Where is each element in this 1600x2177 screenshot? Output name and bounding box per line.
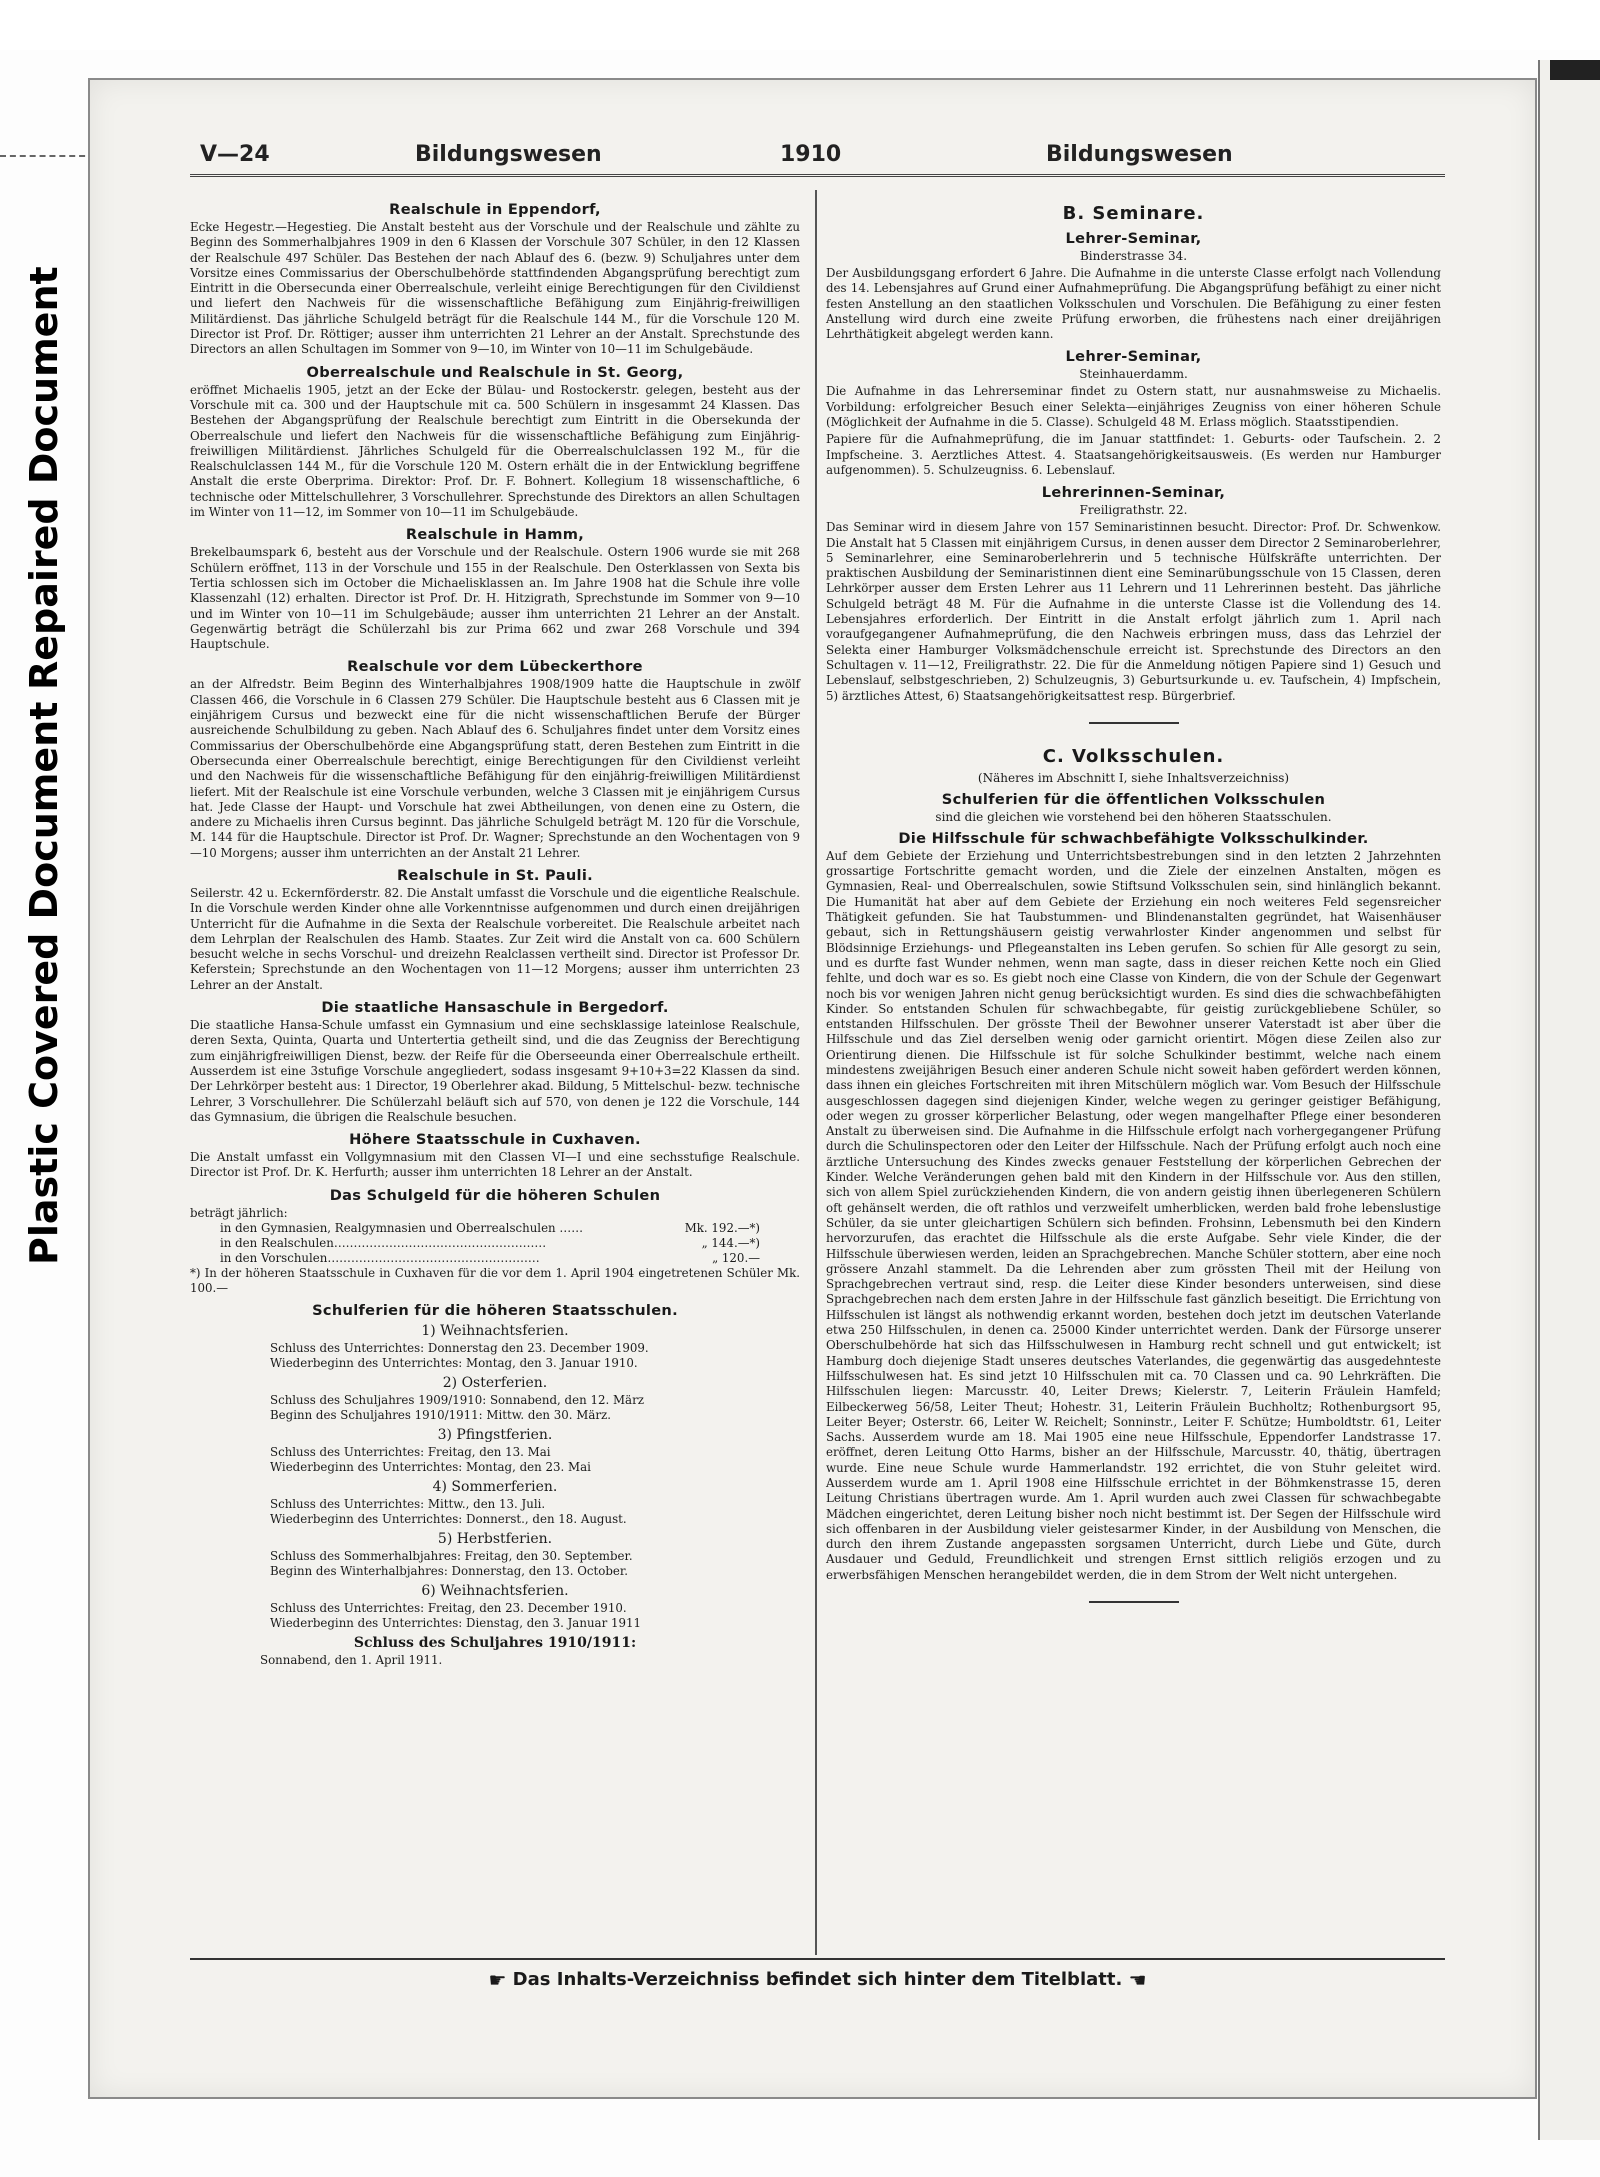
holiday-line: Schluss des Schuljahres 1909/1910: Sonnabend, den 12. März (270, 1393, 644, 1408)
pointing-hand-icon: ☚ (1128, 1968, 1147, 1992)
section-text: Das Seminar wird in diesem Jahre von 157 Seminaristinnen besucht. Director: Prof. Dr. Schwenkow. Die Anstalt hat 5 Classen mit einjährigem Cursus, in denen ausser dem Director 2 Seminaroberlehrer, 5 Seminarlehrer, eine Seminaroberlehrerin und 5 technische Hülfskräfte unterrichten. Der praktischen Ausbildung der Seminaristinnen dient eine Seminarübungsschule von 15 Classen, deren Lehrkörper ausser dem Ersten Lehrer aus 11 Lehrern und 11 Lehrerinnen besteht. Das jährliche Schulgeld beträgt 48 M. Für die Aufnahme in die unterste Classe ist die Vollendung des 14. Lebensjahres erforderlich. Der Eintritt in die Anstalt erfolgt jährlich zum 1. April nach voraufgegangener Aufnahmeprüfung, die den Nachweis erbringen muss, dass das Lehrziel der Selekta einer Hamburger Volksmädchenschule erreicht ist. Sprechstunde des Directors an den Schultagen v. 11—12, Freiligrathstr. 22. Die für die Anmeldung nötigen Papiere sind 1) Gesuch und Lebenslauf, selbstgeschrieben, 2) Schulzeugnis, 3) Geburtsurkunde u. ev. Taufschein, 4) Impfschein, 5) ärztliches Attest, 6) Staatsangehörigkeitsattest resp. Bürgerbrief. (826, 520, 1441, 703)
section-text: Die staatliche Hansa-Schule umfasst ein Gymnasium und eine sechsklassige lateinlose Realschule, deren Sexta, Quinta, Quarta und Untertertia getheilt sind, und die das Zeugniss der Berechtigung zum einjährigfreiwilligen Dienst, bezw. der Reife für die Oberseeunda einer Oberrealschule ertheilt. Ausserdem ist eine 3stufige Vorschule angegliedert, sodass insgesamt 9+10+3=22 Klassen da sind. Der Lehrkörper besteht aus: 1 Director, 19 Oberlehrer akad. Bildung, 5 Mittelschul- bezw. technische Lehrer, 3 Vorschullehrer. Die Schülerzahl beläuft sich auf 570, von denen je 122 die Vorschule, 144 das Gymnasium, die übrigen die Realschule besuchen. (190, 1018, 800, 1124)
section-title: Höhere Staatsschule in Cuxhaven. (349, 1131, 641, 1149)
holiday-line: Schluss des Unterrichtes: Freitag, den 13. Mai (270, 1445, 551, 1460)
footer-rule (190, 1958, 1445, 1960)
repaired-document-label: Repaired Document (22, 266, 66, 690)
fee-label: in den Gymnasien, Realgymnasien und Oberrealschulen …… (220, 1220, 583, 1235)
section-text: Seilerstr. 42 u. Eckernförderstr. 82. Die Anstalt umfasst die Vorschule und die eigentliche Realschule. In die Vorschule werden Kinder ohne alle Vorkenntnisse aufgenommen und durch einen dreijährigen Unterricht für die Aufnahme in die Sexta der Realschule vorbereitet. Die Realschule arbeitet nach dem Lehrplan der Realschulen des Hamb. Staates. Zur Zeit wird die Anstalt von ca. 600 Schülern besucht welche in sechs Vorschul- und dreizehn Realclassen vertheilt sind. Director ist Professor Dr. Keferstein; Sprechstunde an den Wochentagen von 11—12 Morgens; ausser ihm unterrichten 23 Lehrer an der Anstalt. (190, 885, 800, 992)
address: Binderstrasse 34. (1079, 249, 1188, 263)
address: Freiligrathstr. 22. (1079, 503, 1188, 518)
cut-line (0, 155, 95, 157)
fee-list (190, 1221, 800, 1266)
holiday-line: Schluss des Sommerhalbjahres: Freitag, den 30. September. (270, 1549, 633, 1564)
section-title: Lehrerinnen-Seminar, (1041, 484, 1226, 502)
section-text: Brekelbaumspark 6, besteht aus der Vorschule und der Realschule. Ostern 1906 wurde sie mit 268 Schülern eröffnet, 113 in der Vorschule und 155 in der Realschule. Den Osterklassen von Sexta bis Tertia schlossen sich im October die Michaelisklassen an. Im Jahre 1908 hat die Schule ihre volle Klassenzahl (12) erhalten. Director ist Prof. Dr. H. Hitzigrath, Sprechstunde im Sommer von 9—10 und im Winter von 10—11 im Schulgebäude; ausser ihm unterrichten 21 Lehrer an der Anstalt. Gegenwärtig beträgt die Schülerzahl bis zur Prima 662 und zwar 268 Vorschule und 394 Hauptschule. (190, 545, 800, 652)
section-title: Die Hilfsschule für schwachbefähigte Volksschulkinder. (898, 829, 1369, 847)
fee-label: in den Realschulen……………………………………………… (220, 1235, 547, 1250)
section-text: Der Ausbildungsgang erfordert 6 Jahre. Die Aufnahme in die unterste Classe erfolgt nach Vollendung des 14. Lebensjahres auf Grund einer Aufnahmeprüfung. Die Abgangsprüfung befähigt zu einer nicht festen Anstellung an den staatlichen Volksschulen und Vorschulen. Die Befähigung zu einer festen Anstellung wird durch eine zweite Prüfung erworben, die frühestens nach einer dreijährigen Lehrthätigkeit abgelegt werden kann. (826, 266, 1441, 342)
fee-intro: beträgt jährlich: (190, 1205, 288, 1220)
section-title: Schulferien für die höheren Staatsschulen. (312, 1302, 678, 1320)
fee-label: in den Vorschulen……………………………………………… (220, 1250, 540, 1265)
pointing-hand-icon: ☛ (488, 1968, 507, 1992)
left-column (190, 195, 800, 1668)
section-title: Lehrer-Seminar, (1065, 348, 1202, 366)
section-heading-volksschulen: C. Volksschulen. (1042, 745, 1225, 767)
footer-note (190, 1968, 1445, 1992)
holiday-line: Schluss des Unterrichtes: Mittw., den 13. Juli. (270, 1497, 546, 1512)
section-heading-seminare: B. Seminare. (1062, 203, 1205, 224)
section-text: Die Anstalt umfasst ein Vollgymnasium mit den Classen VI—I und eine sechsstufige Realschule. Director ist Prof. Dr. K. Herfurth; ausser ihm unterrichten 18 Lehrer an der Anstalt. (190, 1150, 800, 1180)
top-margin (0, 0, 1600, 50)
header-year: 1910 (780, 142, 842, 167)
right-column (826, 195, 1441, 1603)
holiday-line: Beginn des Winterhalbjahres: Donnerstag, den 13. October. (270, 1564, 628, 1579)
reference-note: (Näheres im Abschnitt I, siehe Inhaltsverzeichniss) (977, 770, 1290, 785)
fee-value: „ 144.—*) (701, 1235, 760, 1250)
column-divider (815, 190, 817, 1955)
fee-row (220, 1221, 760, 1236)
holiday-line: Wiederbeginn des Unterrichtes: Montag, den 23. Mai (270, 1460, 591, 1475)
running-title-right: Bildungswesen (1046, 142, 1233, 167)
fee-value: Mk. 192.—*) (684, 1220, 760, 1235)
header-rule (190, 174, 1445, 179)
section-text: Auf dem Gebiete der Erziehung und Unterrichtsbestrebungen sind in den letzten 2 Jahrzehnten grossartige Fortschritte gemacht worden, und die Ziele der einzelnen Anstalten, mögen es Gymnasien, Real- und Oberrealschulen, sowie Stiftsund Volksschulen sein, sind hinlänglich bekannt. Die Humanität hat aber auf dem Gebiete der Erziehung ein noch weiteres Feld segensreicher Thätigkeit gefunden. Sie hat Taubstummen- und Blindenanstalten gegründet, hat Waisenhäuser gebaut, sich in Rettungshäusern geistig verwahrloster Kinder angenommen und selbst für Blödsinnige Erziehungs- und Pflegeanstalten ins Leben gerufen. So schien für Alle gesorgt zu sein, und es durfte fast Wunder nehmen, wenn man sagte, dass in dieser reichen Kette noch ein Glied fehlte, und doch war es so. Es giebt noch eine Classe von Kindern, die von der Schule der Gegenwart noch bis vor wenigen Jahren nicht genug berücksichtigt wurden. Es sind dies die schwachbefähigten Kinder. So entstanden Schulen für schwachbegabte, für geistig zurückgebliebene Schüler, so entstanden Hilfsschulen. Der grösste Theil der Bewohner unserer Vaterstadt ist aber über die Hilfsschule und das Ziel derselben wenig oder garnicht orientirt. Mögen diese Zeilen also zur Orientirung dienen. Die Hilfsschule ist für solche Schulkinder bestimmt, welche nach einem mindestens zweijährigen Besuch einer anderen Schule nicht soweit haben gefördert werden können, dass ihnen ein gleiches Fortschreiten mit ihren Mitschülern möglich war. Vom Besuch der Hilfsschule ausgeschlossen dagegen sind diejenigen Kinder, welche wegen zu geringer geistiger Befähigung, oder wegen zu grosser körperlicher Belastung, oder wegen mangelhafter Pflege einer besonderen Anstalt zu überweisen sind. Die Aufnahme in die Hilfsschule erfolgt nach vorhergegangener Prüfung durch die Schulinspectoren oder den Leiter der Hilfsschule. Nach der Prüfung erfolgt auch noch eine ärztliche Untersuchung des Kindes zwecks genauer Feststellung der körperlichen Gebrechen der Kinder. Welche Veränderungen gehen bald mit den Kindern in der Hilfsschule vor. Aus den stillen, sich von allem Spiel zurückziehenden Kindern, die von andern geistig ihnen überlegeneren Schülern oft gehänselt werden, die oft rathlos und verzweifelt umherblicken, werden bald frohe lebenslustige Schüler, da sie unter gleichartigen Schülern sich befinden. Frohsinn, Lebensmuth bei den Kindern hervorzurufen, das erachtet die Hilfsschule als die erste Aufgabe. Sehr viele Kinder, die der Hilfsschule überwiesen werden, leiden an Sprachgebrechen. Manche Schüler stottern, aber eine noch grössere Anzahl stammelt. Da die Lehrenden aber zum grössten Theil mit der Heilung von Sprachgebrechen vertraut sind, resp. die Leiter diese Kinder besonders unterweisen, sind diese Sprachgebrechen nach dem ersten Jahre in der Hilfsschule fast gänzlich beseitigt. Die Errichtung von Hilfsschulen ist längst als nothwendig erkannt worden, bestehen doch jetzt im deutschen Vaterlande etwa 250 Hilfsschulen, in denen ca. 25000 Kinder unterrichtet werden. Dank der Fürsorge unserer Oberschulbehörde hat sich das Hilfsschulwesen in Hamburg recht schnell und gut entwickelt; ist Hamburg doch diejenige Stadt unseres deutsches Vaterlandes, die gegenwärtig das ausgedehnteste Hilfsschulwesen hat. Es sind jetzt 10 Hilfsschulen mit ca. 70 Classen und ca. 90 Lehrkräften. Die Hilfsschulen liegen: Marcusstr. 40, Leiter Drews; Kielerstr. 7, Leiterin Fräulein Hamfeld; Eilbeckerweg 56/58, Leiter Theut; Hohestr. 31, Leiterin Fräulein Buchholtz; Rothenburgsort 95, Leiter Beyer; Osterstr. 66, Leiter W. Reichelt; Sonninstr., Leiter F. Schütze; Humboldtstr. 61, Leiter Sachs. Ausserdem wurde am 18. Mai 1905 eine neue Hilfsschule, Eppendorfer Landstrasse 17. eröffnet, deren Leitung Otto Harms, bisher an der Hilfsschule, Marcusstr. 40, thätig, übertragen wurde. Eine neue Schule wurde Hammerlandstr. 192 errichtet, die von Stuhr geleitet wird. Ausserdem wurde am 1. April 1908 eine Hilfsschule errichtet in der Böhmkenstrasse 15, deren Leitung Christians übertragen wurde. Am 1. April wurden auch zwei Classen für schwachbegabte Mädchen eingerichtet, deren Leitung bisher noch nicht bestimmt ist. Der Segen der Hilfsschule wird sich offenbaren in der Ausbildung vieler geistesarmer Kinder, in der Ausbildung von Menschen, die durch den ihrem Zustande angepassten sorgsamen Unterricht, durch Liebe und Güte, durch Ausdauer und Geduld, Freundlichkeit und strengen Ernst sittlich religiös erzogen und zu erwerbsfähigen Menschen herangebildet werden, die in dem Strom der Welt nicht untergehen. (826, 848, 1441, 1582)
holiday-line: Beginn des Schuljahres 1910/1911: Mittw. den 30. März. (270, 1408, 612, 1423)
running-title-left: Bildungswesen (415, 142, 602, 167)
holiday-title: 2) Osterferien. (442, 1375, 548, 1392)
holiday-line: Wiederbeginn des Unterrichtes: Donnerst., den 18. August. (270, 1512, 627, 1527)
section-text: sind die gleichen wie vorstehend bei den höheren Staatsschulen. (935, 809, 1332, 824)
holiday-title: 5) Herbstferien. (437, 1531, 553, 1548)
section-text: Ecke Hegestr.—Hegestieg. Die Anstalt besteht aus der Vorschule und der Realschule und zählte zu Beginn des Sommerhalbjahres 1909 in den 6 Klassen der Vorschule 307 Schüler, in den 12 Klassen der Realschule 497 Schüler. Das Bestehen der nach Ablauf des 6. (bezw. 9) Schuljahres unter dem Vorsitze eines Commissarius der Oberschulbehörde stattfindenden Abgangsprüfung berechtigt zum Eintritt in die Obersecunda einer Oberrealschule, verleiht einige Berechtigungen für den Civildienst und liefert den Nachweis für die wissenschaftliche Befähigung zum Einjährig-freiwilligen Militärdienst. Das jährliche Schulgeld beträgt für die Realschule 144 M., für die Vorschule 120 M. Director ist Prof. Dr. Röttiger; ausser ihm unterrichten 21 Lehrer an der Anstalt. Sprechstunde des Directors an allen Schultagen im Sommer von 9—10, im Winter von 10—11 im Schulgebäude. (190, 220, 800, 357)
year-end-date: Sonnabend, den 1. April 1911. (260, 1653, 443, 1668)
holiday-title: 4) Sommerferien. (432, 1479, 558, 1496)
section-title: Realschule in Eppendorf, (389, 201, 601, 218)
section-text: Die Aufnahme in das Lehrerseminar findet zu Ostern statt, nur ausnahmsweise zu Michaelis. Vorbildung: erfolgreicher Besuch einer Selekta—einjähriges Zeugniss von einer höheren Schule (Möglichkeit der Aufnahme in die 5. Classe). Schulgeld 48 M. Erlass möglich. Staatsstipendien. (826, 384, 1441, 430)
separator-rule (1089, 722, 1179, 724)
year-end-title: Schluss des Schuljahres 1910/1911: (353, 1635, 637, 1652)
section-title: Die staatliche Hansaschule in Bergedorf. (321, 999, 669, 1017)
section-title: Lehrer-Seminar, (1065, 230, 1202, 247)
footer-text: Das Inhalts-Verzeichniss befindet sich hinter dem Titelblatt. (512, 1969, 1123, 1990)
holiday-title: 3) Pfingstferien. (437, 1427, 553, 1444)
holiday-line: Wiederbeginn des Unterrichtes: Montag, den 3. Januar 1910. (270, 1356, 638, 1371)
fee-row (220, 1251, 760, 1266)
section-title: Schulferien für die öffentlichen Volksschulen (941, 790, 1326, 808)
section-text: Papiere für die Aufnahmeprüfung, die im Januar stattfindet: 1. Geburts- oder Taufschein. 2. 2 Impfscheine. 3. Aerztliches Attest. 4. Staatsangehörigkeitsausweis. (Es werden nur Hamburger aufgenommen). 5. Schulzeugniss. 6. Lebenslauf. (826, 432, 1441, 477)
holiday-line: Wiederbeginn des Unterrichtes: Dienstag, den 3. Januar 1911 (270, 1616, 641, 1631)
adjacent-page-edge (1538, 60, 1600, 2140)
section-title: Realschule in Hamm, (405, 526, 585, 544)
section-title: Oberrealschule und Realschule in St. Georg, (306, 363, 684, 381)
edge-tape (1550, 60, 1600, 80)
address: Steinhauerdamm. (1079, 367, 1188, 382)
fee-footnote: *) In der höheren Staatsschule in Cuxhaven für die vor dem 1. April 1904 eingetretenen Schüler Mk. 100.— (190, 1265, 800, 1296)
holiday-title: 6) Weihnachtsferien. (421, 1583, 569, 1600)
section-title: Realschule in St. Pauli. (397, 866, 593, 884)
section-title: Das Schulgeld für die höheren Schulen (329, 1186, 661, 1204)
fee-value: „ 120.— (712, 1250, 760, 1265)
holiday-line: Schluss des Unterrichtes: Donnerstag den 23. December 1909. (270, 1341, 649, 1356)
plastic-covered-label: Plastic Covered Document (22, 701, 66, 1265)
holiday-line: Schluss des Unterrichtes: Freitag, den 23. December 1910. (270, 1601, 627, 1616)
holiday-title: 1) Weihnachtsferien. (421, 1323, 569, 1340)
section-text: an der Alfredstr. Beim Beginn des Winterhalbjahres 1908/1909 hatte die Hauptschule in zwölf Classen 466, die Vorschule in 6 Classen 279 Schüler. Die Hauptschule besteht aus 6 Classen mit je einjährigem Cursus und bezweckt eine für die nicht wissenschaftlichen Berufe der Bürger ausreichende Schulbildung zu geben. Nach Ablauf des 6. Schuljahres findet unter dem Vorsitz eines Commissarius der Oberschulbehörde eine Abgangsprüfung statt, deren Bestehen zum Eintritt in die Obersecunda einer Oberrealschule berechtigt, einige Berechtigungen für den Civildienst verleiht und den Nachweis für die wissenschaftliche Befähigung für den einjährig-freiwilligen Militärdienst liefert. Mit der Realschule ist eine Vorschule verbunden, welche 3 Classen mit je einjährigem Cursus hat. Jede Classe der Haupt- und Vorschule hat zwei Abtheilungen, von denen eine zu Ostern, die andere zu Michaelis ihren Cursus beginnt. Das jährliche Schulgeld beträgt M. 120 für die Vorschule, M. 144 für die Hauptschule. Director ist Prof. Dr. Wagner; Sprechstunde an den Wochentagen von 9—10 Morgens; ausser ihm unterrichten an der Anstalt 21 Lehrer. (190, 677, 800, 860)
page-number: V—24 (200, 142, 270, 167)
separator-rule (1089, 1601, 1179, 1603)
fee-row (220, 1236, 760, 1251)
section-title: Realschule vor dem Lübeckerthore (347, 658, 643, 676)
section-text: eröffnet Michaelis 1905, jetzt an der Ecke der Bülau- und Rostockerstr. gelegen, besteht aus der Vorschule mit ca. 300 und der Hauptschule mit ca. 500 Schülern in insgesammt 24 Klassen. Das Bestehen der Abgangsprüfung der Realschule berechtigt zum Eintritt in die Obersekunda der Oberrealschule und liefert den Nachweis für die wissenschaftliche Befähigung zum Einjährig-freiwilligen Militärdienst. Jährliches Schulgeld für die Oberrealschulclassen 192 M., für die Realschulclassen 144 M., für die Vorschule 120 M. Ostern erhält die in der Entwicklung begriffene Anstalt die erste Oberprima. Direktor: Prof. Dr. F. Bohnert. Kollegium 18 wissenschaftliche, 6 technische oder Mittelschullehrer, 3 Vorschullehrer. Sprechstunde des Direktors an allen Schultagen im Winter von 11—12, im Sommer von 10—11 im Schulgebäude. (190, 382, 800, 520)
